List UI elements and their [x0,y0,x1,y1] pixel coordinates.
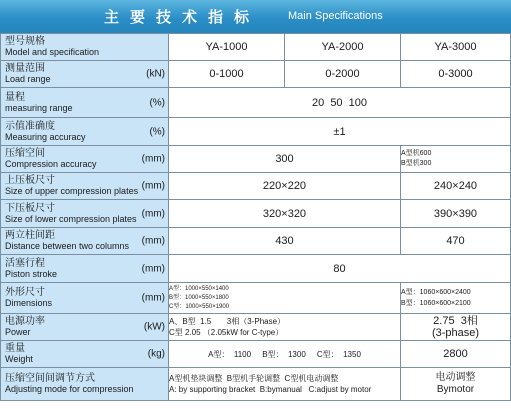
lower-plates-ya3000: 390×390 [401,200,511,228]
dimensions-ya3000: A型：1060×600×2400 B型：1060×600×2100 [401,283,511,314]
row-label: 量程 measuring range (%) [1,88,169,118]
table-row [1,200,511,228]
row-label: 型号规格 Model and specification [1,34,169,61]
load-range-2000: 0-2000 [285,61,401,88]
row-label: 压缩空间间调节方式 Adjusting mode for compression [1,368,169,401]
banner-title-cn: 主要技术指标 [104,8,261,26]
adjusting-value: A型机垫块调整 B型机手轮调整 C型机电动调整 A: by supporting bracket B:bymanual C:adjust by motor [169,368,401,401]
lower-plates-value: 320×320 [169,200,401,228]
table-row [1,228,511,255]
columns-ya3000: 470 [401,228,511,255]
power-value: A、B型 1.5 3相（3-Phase） C型 2.05 （2.05kW for C-type） [169,314,401,341]
measuring-range-value: 20 50 100 [169,88,511,118]
spec-table [0,33,511,401]
row-label: 两立柱间距 Distance between two columns (mm) [1,228,169,255]
stroke-value: 80 [169,255,511,283]
accuracy-value: ±1 [169,118,511,146]
weight-ya3000: 2800 [401,341,511,368]
model-yа1000: YA-1000 [169,34,285,61]
load-range-1000: 0-1000 [169,61,285,88]
banner-title-en: Main Specifications [288,10,383,22]
power-ya3000: 2.75 3相 (3-phase) [401,314,511,341]
model-ya3000: YA-3000 [401,34,511,61]
table-row [1,314,511,341]
table-row [1,283,511,314]
load-range-3000: 0-3000 [401,61,511,88]
row-label: 压缩空间 Compression accuracy (mm) [1,146,169,173]
row-label: 示值准确度 Measuring accuracy (%) [1,118,169,146]
table-row [1,61,511,88]
table-row [1,173,511,200]
table-row [1,255,511,283]
table-row [1,368,511,401]
row-label: 电源功率 Power (kW) [1,314,169,341]
table-row [1,146,511,173]
weight-value: A型： 1100 B型： 1300 C型： 1350 [169,341,401,368]
table-row [1,88,511,118]
row-label: 测量范围 Load range (kN) [1,61,169,88]
upper-plates-value: 220×220 [169,173,401,200]
row-label: 重量 Weight (kg) [1,341,169,368]
columns-value: 430 [169,228,401,255]
row-label: 下压板尺寸 Size of lower compression plates (mm) [1,200,169,228]
adjusting-ya3000: 电动调整 Bymotor [401,368,511,401]
dimensions-value: A型：1000×550×1400 B型：1000×550×1800 C型：1000×550×1900 [169,283,401,314]
compression-ya3000: A型机600 B型机300 [401,146,511,173]
row-label: 外形尺寸 Dimensions (mm) [1,283,169,314]
table-row [1,341,511,368]
row-label: 上压板尺寸 Size of upper compression plates (mm) [1,173,169,200]
table-row [1,34,511,61]
compression-value: 300 [169,146,401,173]
title-banner [0,0,511,33]
upper-plates-ya3000: 240×240 [401,173,511,200]
row-label: 活塞行程 Piston stroke (mm) [1,255,169,283]
model-ya2000: YA-2000 [285,34,401,61]
table-row [1,118,511,146]
